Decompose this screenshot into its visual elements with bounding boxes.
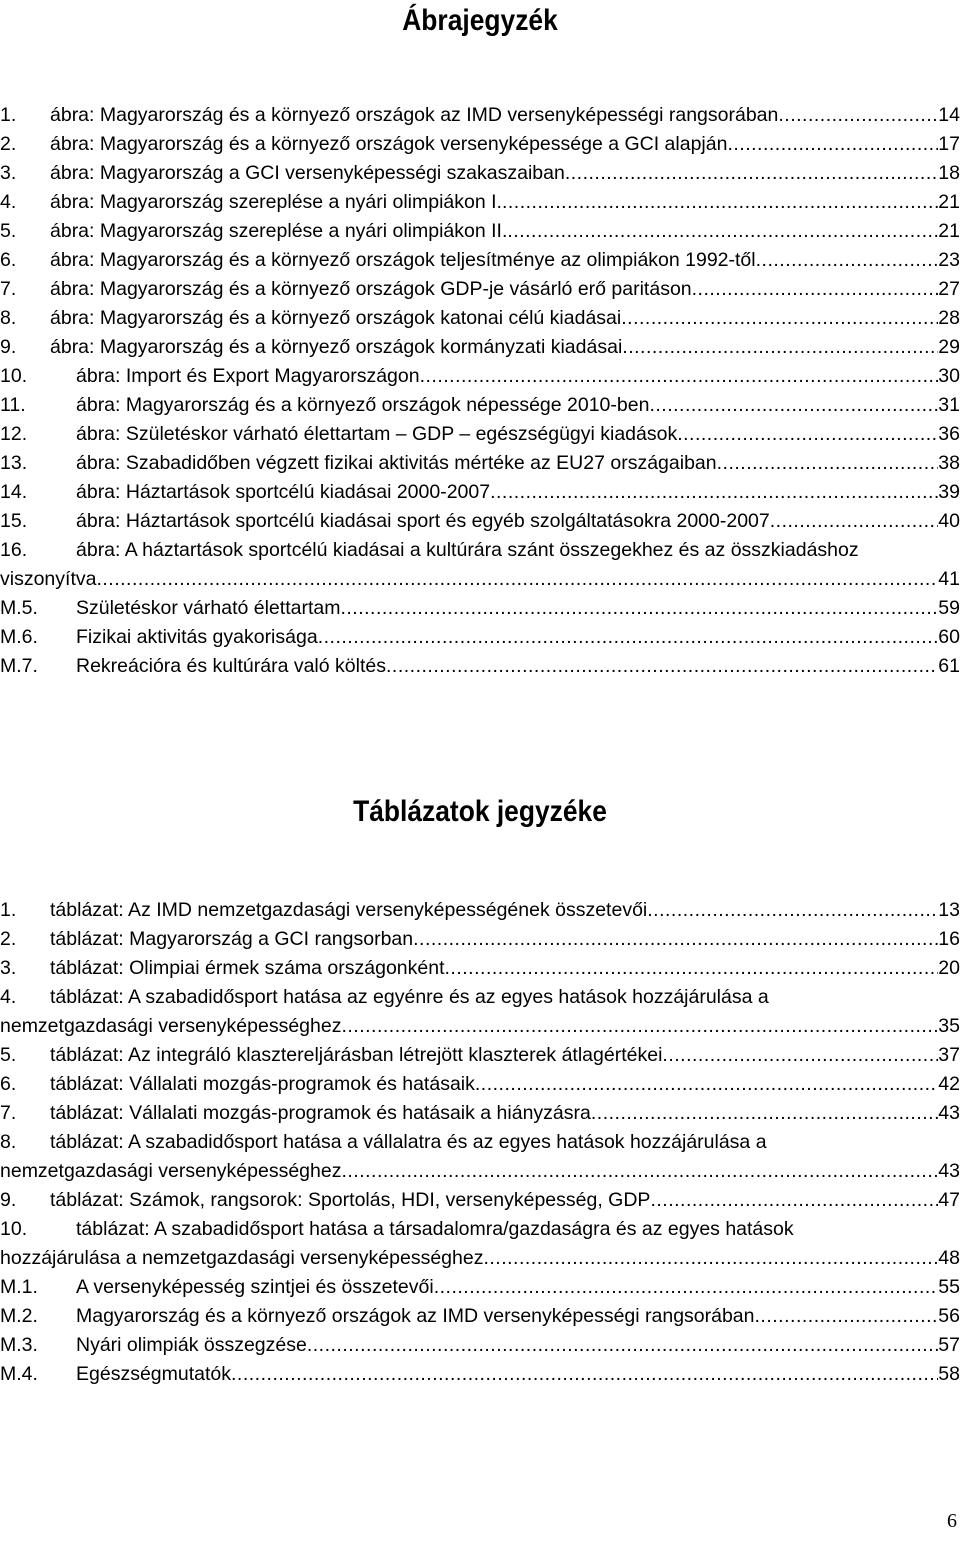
figure-entry[interactable] xyxy=(0,507,960,536)
dot-leader xyxy=(770,507,939,536)
dot-leader xyxy=(420,362,939,391)
entry-number: 10. xyxy=(0,365,28,387)
entry-title: táblázat: Vállalati mozgás-programok és hatásaik xyxy=(50,1073,475,1095)
entry-page-number: 61 xyxy=(938,655,960,677)
dot-leader xyxy=(307,1331,938,1360)
figure-entry[interactable] xyxy=(0,246,960,275)
entry-title-continuation: hozzájárulása a nemzetgazdasági versenyképességhez xyxy=(0,1247,484,1269)
entry-number: 13. xyxy=(0,452,28,474)
table-entry[interactable] xyxy=(0,1273,960,1302)
figure-entry[interactable] xyxy=(0,101,960,130)
dot-leader xyxy=(490,478,938,507)
entry-page-number: 21 xyxy=(938,220,960,242)
page-number: 6 xyxy=(947,1510,957,1532)
entry-title: ábra: Magyarország szereplése a nyári olimpiákon I. xyxy=(50,191,502,213)
entry-number: 14. xyxy=(0,481,28,503)
entry-title: Rekreációra és kultúrára való költés xyxy=(76,655,386,677)
entry-title: ábra: Magyarország a GCI versenyképességi szakaszaiban xyxy=(50,162,565,184)
figure-entry[interactable] xyxy=(0,159,960,188)
entry-title: táblázat: Olimpiai érmek száma országonként xyxy=(50,957,445,979)
entry-page-number: 21 xyxy=(938,191,960,213)
entry-title: ábra: Magyarország és a környező országok GDP-je vásárló erő paritáson xyxy=(50,278,692,300)
entry-title: táblázat: A szabadidősport hatása a vállalatra és az egyes hatások hozzájárulása a xyxy=(50,1131,767,1153)
entry-number: 15. xyxy=(0,510,28,532)
entry-page-number: 41 xyxy=(938,568,960,590)
tables-title: Táblázatok jegyzéke xyxy=(353,795,607,828)
figures-title: Ábrajegyzék xyxy=(402,4,558,37)
entry-number: M.6. xyxy=(0,626,38,648)
dot-leader xyxy=(727,130,938,159)
table-entry[interactable] xyxy=(0,1331,960,1360)
dot-leader xyxy=(756,246,939,275)
entry-number: 1. xyxy=(0,104,17,126)
entry-number: 3. xyxy=(0,957,17,979)
entry-title: táblázat: Számok, rangsorok: Sportolás, HDI, versenyképesség, GDP xyxy=(50,1189,651,1211)
dot-leader xyxy=(340,594,938,623)
entry-title-continuation: viszonyítva xyxy=(0,568,97,590)
entry-page-number: 43 xyxy=(938,1102,960,1124)
entry-title: ábra: A háztartások sportcélú kiadásai a kultúrára szánt összegekhez és az összkiadáshoz xyxy=(76,539,859,561)
entry-number: 16. xyxy=(0,539,28,561)
entry-title: Nyári olimpiák összegzése xyxy=(76,1334,307,1356)
table-entry[interactable] xyxy=(0,983,960,1041)
entry-number: M.1. xyxy=(0,1276,38,1298)
dot-leader xyxy=(413,925,938,954)
entry-page-number: 55 xyxy=(938,1276,960,1298)
table-entry[interactable] xyxy=(0,925,960,954)
dot-leader xyxy=(386,652,938,681)
entry-title: táblázat: A szabadidősport hatása a társadalomra/gazdaságra és az egyes hatások xyxy=(76,1218,794,1240)
entry-page-number: 60 xyxy=(938,626,960,648)
dot-leader xyxy=(649,391,938,420)
dot-leader xyxy=(341,1157,938,1186)
entry-title: ábra: Háztartások sportcélú kiadásai 2000-2007 xyxy=(76,481,491,503)
table-entry[interactable] xyxy=(0,1099,960,1128)
entry-title: Fizikai aktivitás gyakorisága xyxy=(76,626,318,648)
dot-leader xyxy=(565,159,938,188)
table-entry[interactable] xyxy=(0,1215,960,1273)
figure-entry[interactable] xyxy=(0,391,960,420)
entry-page-number: 27 xyxy=(938,278,960,300)
entry-title: ábra: Magyarország szereplése a nyári olimpiákon II. xyxy=(50,220,508,242)
entry-page-number: 58 xyxy=(938,1363,960,1385)
entry-page-number: 23 xyxy=(938,249,960,271)
figure-entry[interactable] xyxy=(0,594,960,623)
figure-entry[interactable] xyxy=(0,188,960,217)
figure-entry[interactable] xyxy=(0,130,960,159)
dot-leader xyxy=(507,217,938,246)
entry-title: ábra: Magyarország és a környező országok kormányzati kiadásai xyxy=(50,336,623,358)
dot-leader xyxy=(502,188,938,217)
entry-title: ábra: Háztartások sportcélú kiadásai sport és egyéb szolgáltatásokra 2000-2007 xyxy=(76,510,770,532)
entry-page-number: 28 xyxy=(938,307,960,329)
table-entry[interactable] xyxy=(0,896,960,925)
entry-page-number: 36 xyxy=(938,423,960,445)
figure-entry[interactable] xyxy=(0,478,960,507)
entry-page-number: 16 xyxy=(938,928,960,950)
entry-page-number: 30 xyxy=(938,365,960,387)
entry-title: ábra: Születéskor várható élettartam – GDP – egészségügyi kiadások xyxy=(76,423,678,445)
entry-page-number: 18 xyxy=(938,162,960,184)
entry-number: 3. xyxy=(0,162,17,184)
table-entry[interactable] xyxy=(0,1041,960,1070)
table-entry[interactable] xyxy=(0,1360,960,1389)
entry-title: ábra: Import és Export Magyarországon xyxy=(76,365,420,387)
entry-title: táblázat: Magyarország a GCI rangsorban xyxy=(50,928,414,950)
dot-leader xyxy=(483,1244,938,1273)
entry-number: M.4. xyxy=(0,1363,38,1385)
entry-title-continuation: nemzetgazdasági versenyképességhez xyxy=(0,1015,342,1037)
entry-title: Magyarország és a környező országok az IMD versenyképességi rangsorában xyxy=(76,1305,755,1327)
entry-title: táblázat: A szabadidősport hatása az egyénre és az egyes hatások hozzájárulása a xyxy=(50,986,769,1008)
dot-leader xyxy=(434,1273,939,1302)
table-entry[interactable] xyxy=(0,1302,960,1331)
entry-number: 12. xyxy=(0,423,28,445)
dot-leader xyxy=(692,275,939,304)
entry-title: ábra: Magyarország és a környező országok népessége 2010-ben xyxy=(76,394,650,416)
entry-title: A versenyképesség szintjei és összetevői xyxy=(76,1276,434,1298)
dot-leader xyxy=(96,565,938,594)
entry-number: 9. xyxy=(0,1189,17,1211)
tables-list xyxy=(0,896,960,1389)
dot-leader xyxy=(717,449,939,478)
figure-entry[interactable] xyxy=(0,449,960,478)
entry-number: 8. xyxy=(0,1131,17,1153)
entry-number: 5. xyxy=(0,1044,17,1066)
entry-number: 2. xyxy=(0,928,17,950)
table-entry[interactable] xyxy=(0,1128,960,1186)
figure-entry[interactable] xyxy=(0,333,960,362)
dot-leader xyxy=(677,420,938,449)
dot-leader xyxy=(445,954,939,983)
entry-title: táblázat: Az integráló klasztereljárásban létrejött klaszterek átlagértékei xyxy=(50,1044,663,1066)
entry-number: 1. xyxy=(0,899,17,921)
figure-entry[interactable] xyxy=(0,652,960,681)
entry-page-number: 57 xyxy=(938,1334,960,1356)
entry-number: 6. xyxy=(0,249,17,271)
entry-page-number: 17 xyxy=(938,133,960,155)
dot-leader xyxy=(662,1041,938,1070)
entry-page-number: 31 xyxy=(938,394,960,416)
entry-title: Születéskor várható élettartam xyxy=(76,597,341,619)
entry-number: 4. xyxy=(0,986,17,1008)
entry-title: táblázat: Az IMD nemzetgazdasági versenyképességének összetevői xyxy=(50,899,648,921)
figures-list xyxy=(0,101,960,681)
entry-number: 7. xyxy=(0,1102,17,1124)
entry-title: ábra: Magyarország és a környező országok teljesítménye az olimpiákon 1992-től xyxy=(50,249,756,271)
figure-entry[interactable] xyxy=(0,536,960,594)
figure-entry[interactable] xyxy=(0,420,960,449)
figure-entry[interactable] xyxy=(0,217,960,246)
entry-page-number: 56 xyxy=(938,1305,960,1327)
entry-number: 6. xyxy=(0,1073,17,1095)
entry-title: ábra: Magyarország és a környező országok versenyképessége a GCI alapján xyxy=(50,133,728,155)
entry-page-number: 42 xyxy=(938,1073,960,1095)
entry-page-number: 29 xyxy=(938,336,960,358)
entry-number: 5. xyxy=(0,220,17,242)
entry-number: M.7. xyxy=(0,655,38,677)
entry-page-number: 37 xyxy=(938,1044,960,1066)
entry-page-number: 43 xyxy=(938,1160,960,1182)
entry-page-number: 47 xyxy=(938,1189,960,1211)
figure-entry[interactable] xyxy=(0,304,960,333)
entry-number: 7. xyxy=(0,278,17,300)
entry-number: 4. xyxy=(0,191,17,213)
dot-leader xyxy=(231,1360,938,1389)
dot-leader xyxy=(647,896,938,925)
entry-number: 10. xyxy=(0,1218,28,1240)
entry-title: ábra: Magyarország és a környező országok az IMD versenyképességi rangsorában xyxy=(50,104,779,126)
entry-page-number: 13 xyxy=(938,899,960,921)
entry-title: Egészségmutatók xyxy=(76,1363,232,1385)
table-entry[interactable] xyxy=(0,954,960,983)
figure-entry[interactable] xyxy=(0,275,960,304)
table-entry[interactable] xyxy=(0,1070,960,1099)
entry-number: M.3. xyxy=(0,1334,38,1356)
entry-title-continuation: nemzetgazdasági versenyképességhez xyxy=(0,1160,342,1182)
dot-leader xyxy=(475,1070,938,1099)
entry-number: 11. xyxy=(0,394,26,416)
figure-entry[interactable] xyxy=(0,362,960,391)
entry-title: ábra: Szabadidőben végzett fizikai aktivitás mértéke az EU27 országaiban xyxy=(76,452,717,474)
table-entry[interactable] xyxy=(0,1186,960,1215)
entry-title: ábra: Magyarország és a környező országok katonai célú kiadásai xyxy=(50,307,622,329)
dot-leader xyxy=(778,101,938,130)
dot-leader xyxy=(591,1099,938,1128)
entry-page-number: 38 xyxy=(938,452,960,474)
entry-number: 2. xyxy=(0,133,17,155)
entry-page-number: 40 xyxy=(938,510,960,532)
dot-leader xyxy=(622,333,938,362)
dot-leader xyxy=(621,304,938,333)
entry-number: M.5. xyxy=(0,597,38,619)
entry-number: 8. xyxy=(0,307,17,329)
entry-page-number: 14 xyxy=(938,104,960,126)
dot-leader xyxy=(318,623,939,652)
entry-page-number: 39 xyxy=(938,481,960,503)
dot-leader xyxy=(341,1012,938,1041)
entry-number: 9. xyxy=(0,336,17,358)
entry-page-number: 59 xyxy=(938,597,960,619)
entry-page-number: 48 xyxy=(938,1247,960,1269)
entry-page-number: 20 xyxy=(938,957,960,979)
dot-leader xyxy=(650,1186,938,1215)
entry-page-number: 35 xyxy=(938,1015,960,1037)
figure-entry[interactable] xyxy=(0,623,960,652)
entry-number: M.2. xyxy=(0,1305,38,1327)
dot-leader xyxy=(755,1302,939,1331)
entry-title: táblázat: Vállalati mozgás-programok és hatásaik a hiányzásra xyxy=(50,1102,591,1124)
